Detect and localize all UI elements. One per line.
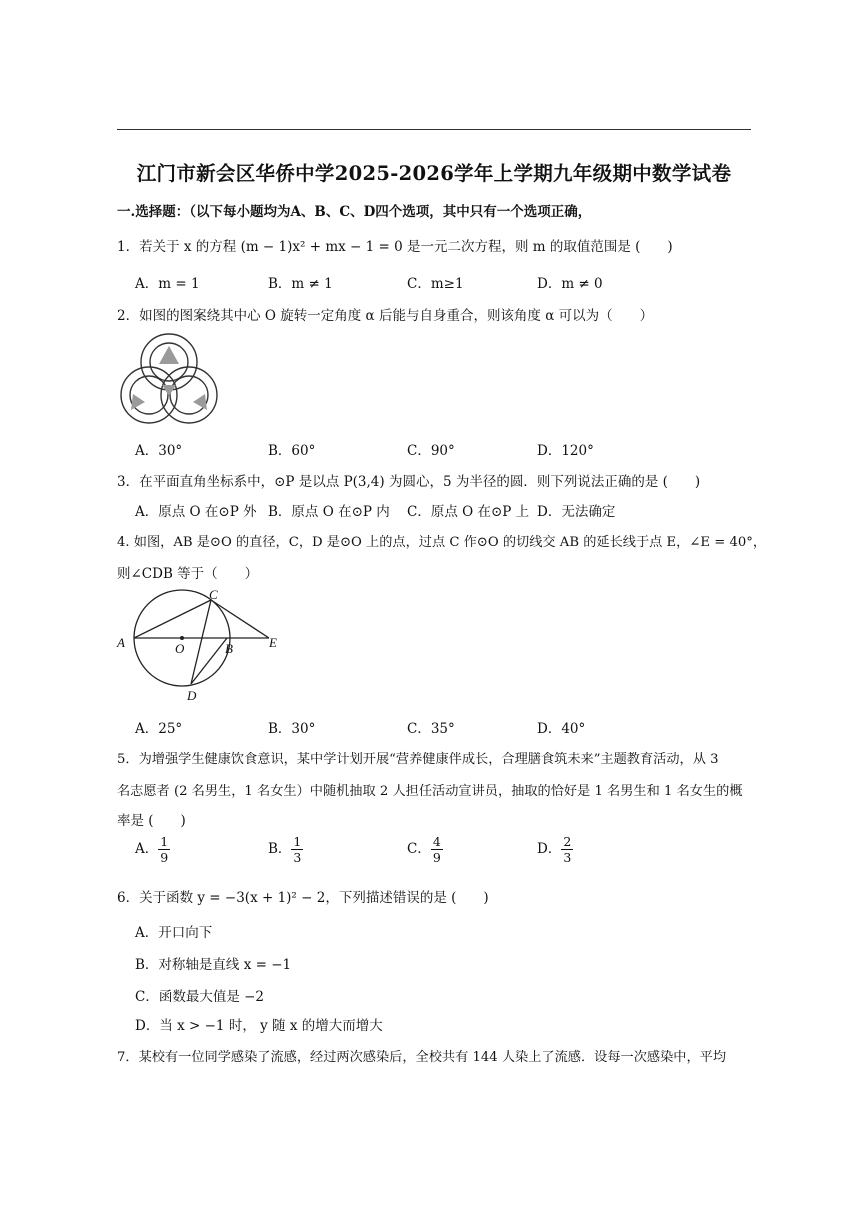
q3-option-c[interactable]: C．原点 O 在⊙P 上 xyxy=(407,504,530,520)
q2-option-c[interactable]: C．90° xyxy=(407,443,455,459)
q6-option-b[interactable]: B．对称轴是直线 x = −1 xyxy=(135,957,292,973)
q5-option-a[interactable]: A． $\frac{1}{9}$ xyxy=(135,834,169,865)
circle-tangent-figure xyxy=(113,588,293,704)
q6-option-a[interactable]: A．开口向下 xyxy=(135,925,213,941)
q6-option-d[interactable]: D．当 x > −1 时， y 随 x 的增大而增大 xyxy=(135,1018,383,1034)
page-title: 江门市新会区华侨中学2025-2026学年上学期九年级期中数学试卷 xyxy=(136,162,732,185)
question-7-text: 7．某校有一位同学感染了流感，经过两次感染后，全校共有 144 人染上了流感．设每一次感染中，平均 xyxy=(117,1050,727,1065)
point-label-c: C xyxy=(209,588,218,602)
q2-option-a[interactable]: A．30° xyxy=(135,443,183,459)
q4-option-b[interactable]: B．30° xyxy=(268,721,316,737)
point-label-a: A xyxy=(117,635,125,650)
q6-option-c[interactable]: C．函数最大值是 −2 xyxy=(135,989,265,1005)
q5-option-b[interactable]: B． $\frac{1}{3}$ xyxy=(268,834,302,865)
q1-option-c[interactable]: C．m≥1 xyxy=(407,276,464,292)
question-4-line-1: 4. 如图，AB 是⊙O 的直径，C，D 是⊙O 上的点，过点 C 作⊙O 的切线交 AB 的延长线于点 E，∠E = 40°， xyxy=(117,535,767,550)
fraction: $\frac{2}{3}$ xyxy=(563,834,572,865)
header-rule xyxy=(117,129,751,130)
q1-option-b[interactable]: B．m ≠ 1 xyxy=(268,276,333,292)
q2-option-d[interactable]: D．120° xyxy=(537,443,594,459)
q4-option-c[interactable]: C．35° xyxy=(407,721,455,737)
question-5-line-1: 5．为增强学生健康饮食意识，某中学计划开展“营养健康伴成长，合理膳食筑未来”主题教育活动，从 3 xyxy=(117,752,719,767)
q3-option-b[interactable]: B．原点 O 在⊙P 内 xyxy=(268,504,390,520)
q5-option-d[interactable]: D． $\frac{2}{3}$ xyxy=(537,834,572,865)
q1-option-a[interactable]: A．m = 1 xyxy=(135,276,200,292)
q4-option-a[interactable]: A．25° xyxy=(135,721,183,737)
fraction: $\frac{1}{3}$ xyxy=(293,834,302,865)
point-label-b: B xyxy=(225,641,233,656)
question-1-text: 1．若关于 x 的方程 (m − 1)x² + mx − 1 = 0 是一元二次方程，则 m 的取值范围是 ( ) xyxy=(117,239,673,255)
q3-option-d[interactable]: D．无法确定 xyxy=(537,504,616,520)
point-label-e: E xyxy=(269,635,277,650)
q1-option-d[interactable]: D．m ≠ 0 xyxy=(537,276,603,292)
q2-option-b[interactable]: B．60° xyxy=(268,443,316,459)
question-6-text: 6．关于函数 y = −3(x + 1)² − 2，下列描述错误的是 ( ) xyxy=(117,890,489,906)
point-label-o: O xyxy=(175,641,185,656)
q5-option-c[interactable]: C． $\frac{4}{9}$ xyxy=(407,834,441,865)
triquetra-figure xyxy=(117,328,221,424)
fraction: $\frac{4}{9}$ xyxy=(432,834,441,865)
point-label-d: D xyxy=(187,688,197,703)
question-5-line-3: 率是 ( ) xyxy=(117,813,186,829)
q4-option-d[interactable]: D．40° xyxy=(537,721,586,737)
question-2-text: 2．如图的图案绕其中心 O 旋转一定角度 α 后能与自身重合，则该角度 α 可以为（ ） xyxy=(117,308,654,324)
question-3-text: 3．在平面直角坐标系中，⊙P 是以点 P(3,4) 为圆心，5 为半径的圆．则下列说法正确的是 ( ) xyxy=(117,474,701,490)
fraction: $\frac{1}{9}$ xyxy=(160,834,169,865)
question-5-line-2: 名志愿者 (2 名男生，1 名女生）中随机抽取 2 人担任活动宣讲员，抽取的恰好是 1 名男生和 1 名女生的概 xyxy=(117,784,743,799)
section-heading: 一.选择题：（以下每小题均为A、B、C、D四个选项，其中只有一个选项正确， xyxy=(117,204,592,220)
question-4-line-2: 则∠CDB 等于（ ） xyxy=(117,566,259,582)
q3-option-a[interactable]: A．原点 O 在⊙P 外 xyxy=(135,504,257,520)
